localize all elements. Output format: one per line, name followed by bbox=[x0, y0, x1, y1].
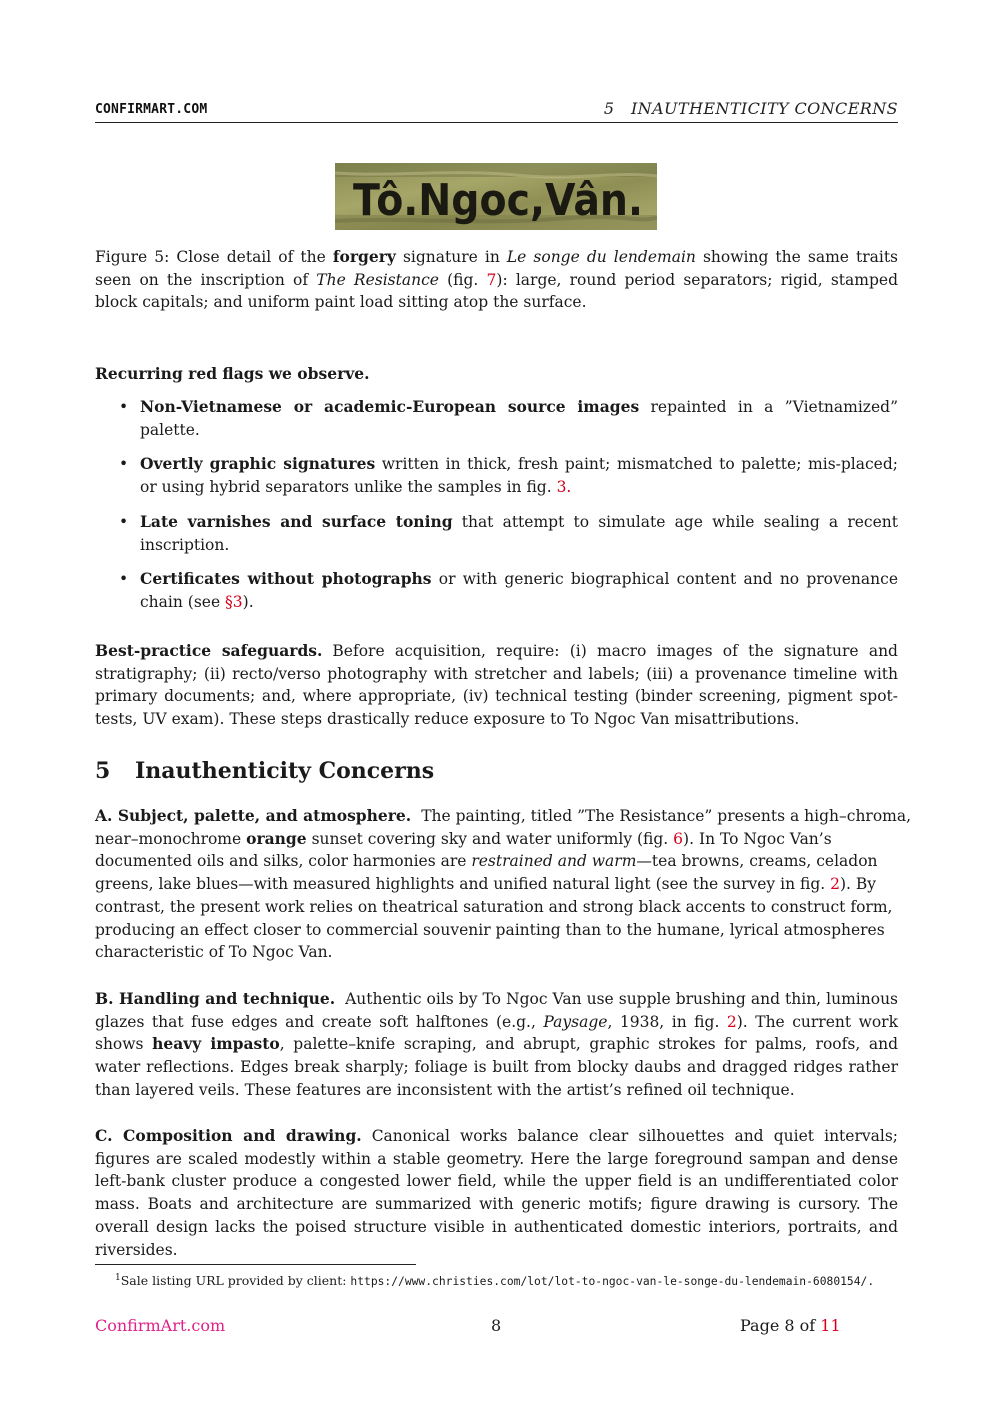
caption-text: ): large, round period separators; rigid, stamped block capitals; and uniform paint load sitting atop the surface. bbox=[95, 270, 898, 312]
figure-ref-link[interactable]: 2 bbox=[726, 1012, 737, 1031]
red-flags-heading: Recurring red flags we observe. bbox=[95, 364, 370, 383]
section-ref-link[interactable]: §3 bbox=[225, 592, 243, 611]
flag-text: that attempt to simulate age while sealing a recent inscription. bbox=[140, 512, 898, 554]
safeguards-paragraph bbox=[95, 640, 898, 731]
caption-label: Figure 5: bbox=[95, 248, 170, 266]
red-flags-list bbox=[95, 396, 898, 626]
paragraph-italic: restrained and warm bbox=[471, 852, 637, 871]
section-heading bbox=[95, 758, 434, 784]
running-header bbox=[95, 98, 898, 123]
document-page bbox=[95, 0, 912, 1404]
footnote-url-link[interactable]: https://www.christies.com/lot/lot-to-ngoc-van-le-songe-du-lendemain-6080154/. bbox=[350, 1275, 875, 1289]
paragraph-emphasis: heavy impasto bbox=[152, 1034, 280, 1054]
flag-text: written in thick, fresh paint; mismatched to palette; mis-placed; or using hybrid separators unlike the samples in fig. bbox=[140, 455, 898, 497]
figure-ref-link[interactable]: 3. bbox=[556, 478, 572, 497]
caption-text: Close detail of the bbox=[169, 248, 333, 266]
signature-detail-image bbox=[335, 163, 657, 230]
list-item bbox=[95, 453, 898, 498]
header-logo: CONFIRMART.COM bbox=[95, 102, 208, 117]
paragraph-a bbox=[95, 805, 927, 964]
flag-title: Late varnishes and surface toning bbox=[140, 511, 453, 531]
signature-text: Tô.Ngoc,Vân. bbox=[353, 175, 643, 226]
safeguards-text: Before acquisition, require: (i) macro images of the signature and stratigraphy; (ii) recto/verso photography with stretcher and labels; (iii) a provenance timeline with primary documents; and, where appropriate, (iv) technical testing (binder screening, pigment spot-tests, UV exam). These steps drastically reduce exposure to To Ngoc Van misattributions. bbox=[95, 642, 898, 729]
paragraph-text: —tea browns, creams, celadon greens, lake blues—with measured highlights and unified natural light (see the survey in fig. bbox=[95, 852, 878, 894]
paragraph-emphasis: orange bbox=[246, 828, 307, 848]
footnote bbox=[115, 1269, 874, 1291]
paragraph-c bbox=[95, 1125, 898, 1261]
paragraph-text: The painting, titled ”The Resistance” presents a high–chroma, near–monochrome bbox=[95, 807, 912, 848]
figure-ref-link[interactable]: 6 bbox=[673, 829, 684, 848]
flag-title: Non-Vietnamese or academic-European source images bbox=[140, 397, 640, 416]
header-section-title: 5 INAUTHENTICITY CONCERNS bbox=[603, 99, 898, 118]
caption-title: Le songe du lendemain bbox=[506, 248, 696, 266]
paragraph-heading: A. Subject, palette, and atmosphere. bbox=[95, 806, 412, 825]
paragraph-b bbox=[95, 988, 898, 1102]
safeguards-heading: Best-practice safeguards. bbox=[95, 641, 323, 660]
bullet-icon: • bbox=[119, 512, 129, 531]
flag-text: or with generic biographical content and no provenance chain (see bbox=[140, 570, 898, 611]
figure-ref-link[interactable]: 2 bbox=[830, 875, 840, 894]
figure-ref-link[interactable]: 7 bbox=[486, 270, 497, 289]
last-page-link[interactable]: 11 bbox=[820, 1316, 841, 1335]
footer-page-count bbox=[740, 1316, 841, 1335]
flag-title: Certificates without photographs bbox=[140, 569, 432, 589]
flag-title: Overtly graphic signatures bbox=[140, 454, 376, 474]
bullet-icon: • bbox=[119, 455, 129, 474]
paragraph-text: , palette–knife scraping, and abrupt, graphic strokes for palms, roofs, and water reflections. Edges break sharply; foliage is built from blocky daubs and dragged ridges rather than layered veils. These features are inconsistent with the artist’s refined oil technique. bbox=[95, 1035, 898, 1099]
paragraph-text: ). The current work shows bbox=[95, 1012, 898, 1054]
paragraph-heading: C. Composition and drawing. bbox=[95, 1126, 362, 1145]
section-number: 5 bbox=[95, 758, 111, 784]
paragraph-heading: B. Handling and technique. bbox=[95, 989, 336, 1008]
caption-emphasis: forgery bbox=[332, 247, 396, 266]
caption-text: showing the same traits seen on the inscription of bbox=[95, 248, 899, 289]
flag-text: repainted in a ”Vietnamized” palette. bbox=[140, 398, 898, 439]
bullet-icon: • bbox=[119, 398, 129, 416]
paragraph-italic: Paysage bbox=[543, 1012, 608, 1031]
paragraph-text: ). By contrast, the present work relies on theatrical saturation and strong black accents to construct form, producing an effect closer to commercial souvenir painting than to the humane, lyrical atmospheres characteristic of To Ngoc Van. bbox=[95, 875, 893, 962]
footer-site-link[interactable]: ConfirmArt.com bbox=[95, 1316, 226, 1335]
caption-text: (fig. bbox=[438, 270, 487, 289]
page-count-text: Page 8 of bbox=[740, 1316, 821, 1335]
paragraph-text: ). In To Ngoc Van’s documented oils and silks, color harmonies are bbox=[95, 829, 832, 871]
list-item bbox=[95, 511, 898, 556]
footnote-rule bbox=[95, 1264, 416, 1265]
figure-caption bbox=[95, 246, 898, 314]
flag-text: ). bbox=[242, 592, 254, 611]
footnote-text: Sale listing URL provided by client: bbox=[120, 1273, 351, 1289]
caption-text: signature in bbox=[395, 248, 507, 266]
list-item bbox=[95, 568, 898, 613]
footer-page-number: 8 bbox=[491, 1316, 502, 1335]
paragraph-text: , 1938, in fig. bbox=[607, 1012, 727, 1031]
paragraph-text: Authentic oils by To Ngoc Van use supple brushing and thin, luminous glazes that fuse edges and create soft halftones (e.g., bbox=[95, 990, 898, 1031]
paragraph-text: sunset covering sky and water uniformly (fig. bbox=[306, 829, 674, 848]
list-item bbox=[95, 396, 898, 441]
section-title: Inauthenticity Concerns bbox=[135, 758, 435, 784]
paragraph-text: Canonical works balance clear silhouettes and quiet intervals; figures are scaled modestly within a stable geometry. Here the large foreground sampan and dense left-bank cluster produce a congested lower field, while the upper field is an undifferentiated color mass. Boats and architecture are summarized with generic motifs; figure drawing is cursory. The overall design lacks the poised structure visible in authenticated domestic interiors, portraits, and riversides. bbox=[95, 1127, 898, 1259]
caption-title: The Resistance bbox=[316, 270, 439, 289]
bullet-icon: • bbox=[119, 570, 129, 589]
footnote-mark: 1 bbox=[115, 1273, 121, 1283]
